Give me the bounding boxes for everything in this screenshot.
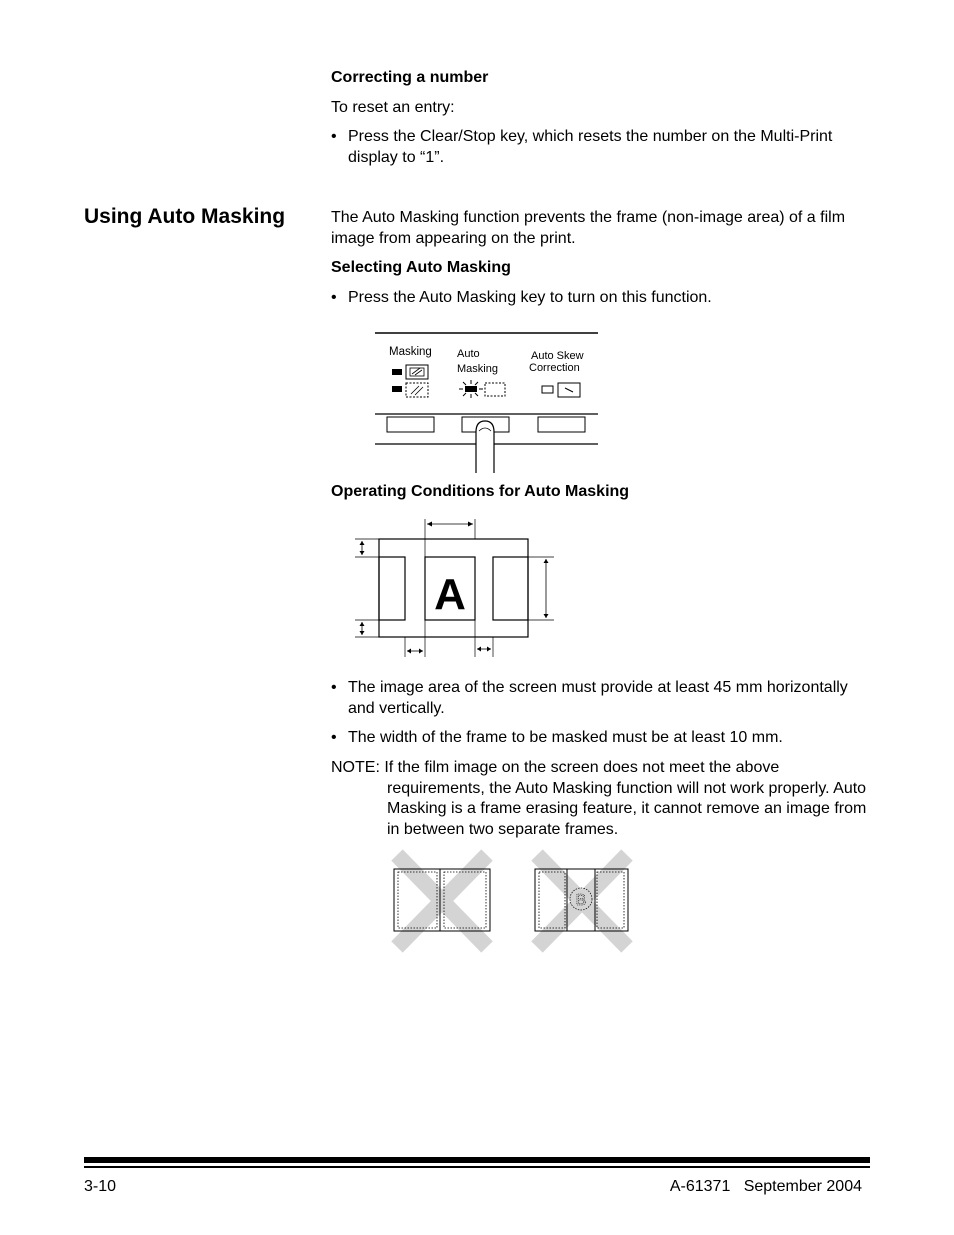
auto-label: Auto bbox=[457, 348, 480, 360]
list-item bbox=[331, 127, 871, 168]
note bbox=[331, 758, 871, 840]
auto-skew-key[interactable] bbox=[538, 417, 585, 432]
auto-skew-indicator-icon bbox=[542, 383, 580, 397]
conditions-heading: Operating Conditions for Auto Masking bbox=[331, 483, 630, 500]
section-intro: The Auto Masking function prevents the frame (non-image area) of a film image from appearing on the print. bbox=[331, 209, 846, 247]
control-panel-illustration bbox=[370, 328, 605, 473]
bullet-dot: • bbox=[331, 729, 337, 746]
masking-key[interactable] bbox=[387, 417, 434, 432]
page-number: 3-10 bbox=[84, 1178, 117, 1195]
doc-id: A-61371 September 2004 bbox=[669, 1178, 862, 1195]
masking-indicator-icon bbox=[392, 365, 428, 397]
frame-letter: A bbox=[434, 570, 466, 619]
footer-rule-thick bbox=[84, 1157, 870, 1163]
reset-intro: To reset an entry: bbox=[331, 99, 455, 116]
list-item-text: The image area of the screen must provide at least 45 mm horizontally and vertically. bbox=[348, 679, 848, 717]
bullet-dot: • bbox=[331, 128, 337, 145]
bad-example-2 bbox=[527, 847, 637, 955]
correction-label: Correction bbox=[529, 362, 580, 374]
correcting-heading: Correcting a number bbox=[331, 69, 489, 86]
list-item-text: The width of the frame to be masked must be at least 10 mm. bbox=[348, 729, 783, 746]
auto-masking-indicator-icon bbox=[459, 380, 505, 398]
list-item bbox=[331, 288, 871, 309]
finger-pointer bbox=[476, 421, 494, 473]
frame-dimension-diagram bbox=[350, 515, 560, 660]
note-first-line: If the film image on the screen does not meet the above bbox=[384, 759, 780, 776]
section-title: Using Auto Masking bbox=[84, 205, 286, 228]
note-rest: requirements, the Auto Masking function will not work properly. Auto Masking is a frame erasing feature, it cannot remove an image from in between two separate frames. bbox=[387, 779, 867, 838]
masking-label: Masking bbox=[389, 346, 432, 358]
masking-sub-label: Masking bbox=[457, 363, 498, 375]
list-item-text: Press the Clear/Stop key, which resets the number on the Multi-Print display to “1”. bbox=[348, 128, 833, 166]
footer-rule-thin bbox=[84, 1166, 870, 1168]
bad-example-letter: B bbox=[575, 892, 587, 909]
skew-label: Auto Skew bbox=[531, 350, 584, 362]
list-item bbox=[331, 728, 871, 749]
bullet-dot: • bbox=[331, 679, 337, 696]
list-item bbox=[331, 678, 871, 719]
bad-example-1 bbox=[387, 847, 497, 955]
note-label: NOTE: bbox=[331, 759, 380, 776]
bullet-dot: • bbox=[331, 289, 337, 306]
list-item-text: Press the Auto Masking key to turn on this function. bbox=[348, 289, 712, 306]
selecting-heading: Selecting Auto Masking bbox=[331, 259, 511, 276]
